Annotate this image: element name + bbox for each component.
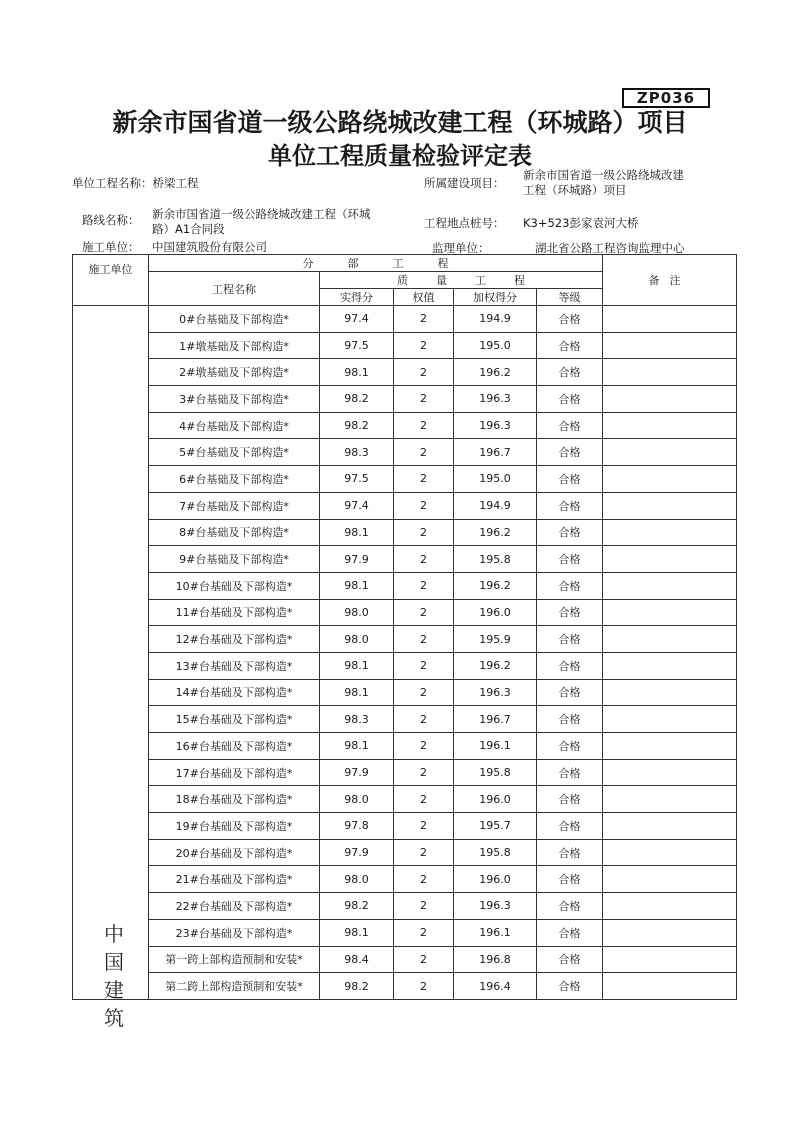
cell-grade: 合格 — [537, 599, 603, 626]
cell-score: 98.3 — [320, 439, 394, 466]
cell-remarks — [603, 519, 737, 546]
cell-weighted-score: 196.2 — [454, 359, 537, 386]
cell-project-name: 13#台基础及下部构造* — [149, 652, 320, 679]
cell-remarks — [603, 466, 737, 493]
cell-grade: 合格 — [537, 572, 603, 599]
cell-weighted-score: 196.1 — [454, 733, 537, 760]
cell-weight: 2 — [394, 946, 454, 973]
cell-weight: 2 — [394, 813, 454, 840]
table-row — [73, 599, 737, 626]
contractor-column-cell — [73, 306, 149, 1000]
cell-weighted-score: 196.7 — [454, 439, 537, 466]
cell-weighted-score: 195.9 — [454, 626, 537, 653]
cell-project-name: 3#台基础及下部构造* — [149, 386, 320, 413]
cell-grade: 合格 — [537, 412, 603, 439]
cell-weighted-score: 195.0 — [454, 466, 537, 493]
cell-grade: 合格 — [537, 706, 603, 733]
cell-score: 98.2 — [320, 412, 394, 439]
header-weighted: 加权得分 — [454, 289, 537, 306]
cell-score: 98.1 — [320, 919, 394, 946]
cell-weighted-score: 196.2 — [454, 519, 537, 546]
cell-remarks — [603, 546, 737, 573]
cell-weight: 2 — [394, 306, 454, 333]
cell-project-name: 23#台基础及下部构造* — [149, 919, 320, 946]
cell-project-name: 1#墩基础及下部构造* — [149, 332, 320, 359]
cell-grade: 合格 — [537, 492, 603, 519]
cell-remarks — [603, 893, 737, 920]
table-row — [73, 866, 737, 893]
cell-weighted-score: 196.3 — [454, 412, 537, 439]
cell-remarks — [603, 866, 737, 893]
cell-weighted-score: 196.1 — [454, 919, 537, 946]
cell-remarks — [603, 306, 737, 333]
cell-grade: 合格 — [537, 652, 603, 679]
route-value — [152, 207, 371, 237]
cell-remarks — [603, 839, 737, 866]
cell-score: 98.0 — [320, 599, 394, 626]
cell-score: 97.9 — [320, 839, 394, 866]
cell-grade: 合格 — [537, 919, 603, 946]
cell-weight: 2 — [394, 893, 454, 920]
table-row — [73, 359, 737, 386]
cell-score: 98.2 — [320, 386, 394, 413]
company-stamp-text: 中国建筑 — [104, 922, 124, 1030]
cell-project-name: 12#台基础及下部构造* — [149, 626, 320, 653]
unit-project-field — [72, 176, 199, 191]
contractor-value: 中国建筑股份有限公司 — [152, 240, 267, 254]
cell-grade: 合格 — [537, 839, 603, 866]
cell-project-name: 6#台基础及下部构造* — [149, 466, 320, 493]
cell-grade: 合格 — [537, 733, 603, 760]
cell-project-name: 21#台基础及下部构造* — [149, 866, 320, 893]
unit-project-value: 桥梁工程 — [152, 176, 199, 190]
cell-weighted-score: 194.9 — [454, 306, 537, 333]
cell-weighted-score: 196.3 — [454, 386, 537, 413]
cell-weighted-score: 195.8 — [454, 759, 537, 786]
table-row — [73, 626, 737, 653]
cell-grade: 合格 — [537, 439, 603, 466]
cell-score: 97.5 — [320, 332, 394, 359]
cell-project-name: 18#台基础及下部构造* — [149, 786, 320, 813]
cell-weighted-score: 195.7 — [454, 813, 537, 840]
cell-weight: 2 — [394, 332, 454, 359]
cell-score: 97.5 — [320, 466, 394, 493]
cell-weighted-score: 194.9 — [454, 492, 537, 519]
cell-score: 97.4 — [320, 492, 394, 519]
site-value: K3+523彭家袁河大桥 — [523, 216, 639, 230]
cell-remarks — [603, 572, 737, 599]
header-quality: 质量工程 — [320, 272, 603, 289]
cell-project-name: 16#台基础及下部构造* — [149, 733, 320, 760]
cell-project-name: 22#台基础及下部构造* — [149, 893, 320, 920]
cell-grade: 合格 — [537, 332, 603, 359]
cell-remarks — [603, 386, 737, 413]
supervisor-label: 监理单位： — [432, 241, 490, 255]
site-label: 工程地点桩号： — [424, 216, 505, 230]
table-row — [73, 439, 737, 466]
cell-project-name: 10#台基础及下部构造* — [149, 572, 320, 599]
unit-project-label: 单位工程名称： — [72, 176, 153, 190]
table-row — [73, 839, 737, 866]
header-weight: 权值 — [394, 289, 454, 306]
cell-grade: 合格 — [537, 679, 603, 706]
header-grade: 等级 — [537, 289, 603, 306]
table-row — [73, 386, 737, 413]
cell-remarks — [603, 706, 737, 733]
supervisor-value: 湖北省公路工程咨询监理中心 — [535, 241, 685, 255]
cell-project-name: 5#台基础及下部构造* — [149, 439, 320, 466]
cell-score: 98.2 — [320, 973, 394, 1000]
cell-project-name: 第二跨上部构造预制和安装* — [149, 973, 320, 1000]
cell-grade: 合格 — [537, 306, 603, 333]
cell-grade: 合格 — [537, 386, 603, 413]
cell-weight: 2 — [394, 679, 454, 706]
table-row — [73, 519, 737, 546]
cell-grade: 合格 — [537, 786, 603, 813]
header-sub-project: 分部工程 — [149, 255, 603, 272]
cell-remarks — [603, 733, 737, 760]
cell-project-name: 第一跨上部构造预制和安装* — [149, 946, 320, 973]
cell-grade: 合格 — [537, 546, 603, 573]
cell-project-name: 11#台基础及下部构造* — [149, 599, 320, 626]
cell-score: 98.0 — [320, 786, 394, 813]
cell-remarks — [603, 759, 737, 786]
construction-project-value — [523, 168, 684, 198]
form-code: ZP036 — [622, 88, 710, 108]
cell-weight: 2 — [394, 786, 454, 813]
cell-grade: 合格 — [537, 466, 603, 493]
cell-weight: 2 — [394, 652, 454, 679]
header-score: 实得分 — [320, 289, 394, 306]
cell-weight: 2 — [394, 706, 454, 733]
cell-weighted-score: 196.3 — [454, 679, 537, 706]
cell-remarks — [603, 626, 737, 653]
route-label: 路线名称： — [82, 213, 140, 227]
cell-weighted-score: 196.0 — [454, 786, 537, 813]
cell-weighted-score: 196.8 — [454, 946, 537, 973]
cell-score: 97.9 — [320, 546, 394, 573]
cell-project-name: 8#台基础及下部构造* — [149, 519, 320, 546]
construction-project-label: 所属建设项目： — [424, 176, 505, 190]
table-row — [73, 306, 737, 333]
cell-weighted-score: 195.8 — [454, 546, 537, 573]
cell-grade: 合格 — [537, 866, 603, 893]
cell-weighted-score: 195.0 — [454, 332, 537, 359]
table-row — [73, 412, 737, 439]
table-row — [73, 893, 737, 920]
cell-remarks — [603, 652, 737, 679]
table-row — [73, 946, 737, 973]
cell-weighted-score: 196.0 — [454, 599, 537, 626]
cell-score: 98.1 — [320, 679, 394, 706]
cell-score: 98.1 — [320, 359, 394, 386]
cell-weight: 2 — [394, 839, 454, 866]
route-value-line2: 路）A1合同段 — [152, 222, 225, 236]
table-row — [73, 332, 737, 359]
cell-weighted-score: 196.2 — [454, 652, 537, 679]
cell-score: 98.2 — [320, 893, 394, 920]
cell-weight: 2 — [394, 386, 454, 413]
construction-project-value-line2: 工程（环城路）项目 — [523, 183, 627, 197]
table-row — [73, 546, 737, 573]
cell-project-name: 20#台基础及下部构造* — [149, 839, 320, 866]
table-row — [73, 786, 737, 813]
cell-score: 98.0 — [320, 626, 394, 653]
cell-remarks — [603, 786, 737, 813]
evaluation-table — [72, 254, 737, 1000]
header-remarks: 备注 — [603, 255, 737, 306]
cell-grade: 合格 — [537, 626, 603, 653]
cell-grade: 合格 — [537, 759, 603, 786]
cell-weighted-score: 196.4 — [454, 973, 537, 1000]
cell-remarks — [603, 919, 737, 946]
cell-score: 98.3 — [320, 706, 394, 733]
cell-weight: 2 — [394, 466, 454, 493]
cell-weight: 2 — [394, 973, 454, 1000]
cell-weight: 2 — [394, 626, 454, 653]
route-value-line1: 新余市国省道一级公路绕城改建工程（环城 — [152, 207, 371, 221]
table-row — [73, 919, 737, 946]
cell-remarks — [603, 599, 737, 626]
construction-project-value-line1: 新余市国省道一级公路绕城改建 — [523, 168, 684, 182]
cell-weight: 2 — [394, 599, 454, 626]
cell-weighted-score: 196.0 — [454, 866, 537, 893]
cell-remarks — [603, 679, 737, 706]
cell-weight: 2 — [394, 919, 454, 946]
table-row — [73, 813, 737, 840]
cell-grade: 合格 — [537, 359, 603, 386]
cell-weighted-score: 196.7 — [454, 706, 537, 733]
cell-weighted-score: 196.3 — [454, 893, 537, 920]
cell-score: 97.4 — [320, 306, 394, 333]
cell-project-name: 0#台基础及下部构造* — [149, 306, 320, 333]
cell-remarks — [603, 439, 737, 466]
cell-project-name: 4#台基础及下部构造* — [149, 412, 320, 439]
cell-weight: 2 — [394, 546, 454, 573]
cell-weight: 2 — [394, 519, 454, 546]
cell-score: 98.0 — [320, 866, 394, 893]
cell-grade: 合格 — [537, 519, 603, 546]
cell-weighted-score: 196.2 — [454, 572, 537, 599]
table-row — [73, 973, 737, 1000]
cell-grade: 合格 — [537, 946, 603, 973]
table-row — [73, 679, 737, 706]
table-row — [73, 706, 737, 733]
table-row — [73, 733, 737, 760]
cell-score: 98.1 — [320, 652, 394, 679]
cell-remarks — [603, 359, 737, 386]
cell-grade: 合格 — [537, 973, 603, 1000]
cell-weight: 2 — [394, 572, 454, 599]
cell-project-name: 2#墩基础及下部构造* — [149, 359, 320, 386]
cell-remarks — [603, 946, 737, 973]
cell-weight: 2 — [394, 866, 454, 893]
cell-project-name: 9#台基础及下部构造* — [149, 546, 320, 573]
cell-weight: 2 — [394, 412, 454, 439]
page-subtitle: 单位工程质量检验评定表 — [268, 142, 532, 170]
cell-project-name: 7#台基础及下部构造* — [149, 492, 320, 519]
cell-project-name: 15#台基础及下部构造* — [149, 706, 320, 733]
cell-weight: 2 — [394, 359, 454, 386]
cell-remarks — [603, 492, 737, 519]
contractor-label: 施工单位： — [82, 240, 140, 254]
table-row — [73, 652, 737, 679]
cell-grade: 合格 — [537, 813, 603, 840]
cell-remarks — [603, 813, 737, 840]
cell-score: 98.1 — [320, 733, 394, 760]
cell-score: 98.1 — [320, 519, 394, 546]
cell-weight: 2 — [394, 492, 454, 519]
cell-remarks — [603, 412, 737, 439]
cell-score: 97.8 — [320, 813, 394, 840]
table-row — [73, 759, 737, 786]
cell-remarks — [603, 973, 737, 1000]
cell-weight: 2 — [394, 439, 454, 466]
cell-score: 98.4 — [320, 946, 394, 973]
cell-grade: 合格 — [537, 893, 603, 920]
cell-score: 98.1 — [320, 572, 394, 599]
table-row — [73, 492, 737, 519]
cell-score: 97.9 — [320, 759, 394, 786]
cell-weight: 2 — [394, 759, 454, 786]
page-title: 新余市国省道一级公路绕城改建工程（环城路）项目 — [112, 108, 688, 137]
cell-weight: 2 — [394, 733, 454, 760]
table-row — [73, 466, 737, 493]
table-row — [73, 572, 737, 599]
header-unit: 施工单位 — [73, 255, 149, 306]
header-project-name: 工程名称 — [149, 272, 320, 306]
cell-project-name: 17#台基础及下部构造* — [149, 759, 320, 786]
cell-weighted-score: 195.8 — [454, 839, 537, 866]
cell-project-name: 19#台基础及下部构造* — [149, 813, 320, 840]
cell-project-name: 14#台基础及下部构造* — [149, 679, 320, 706]
cell-remarks — [603, 332, 737, 359]
